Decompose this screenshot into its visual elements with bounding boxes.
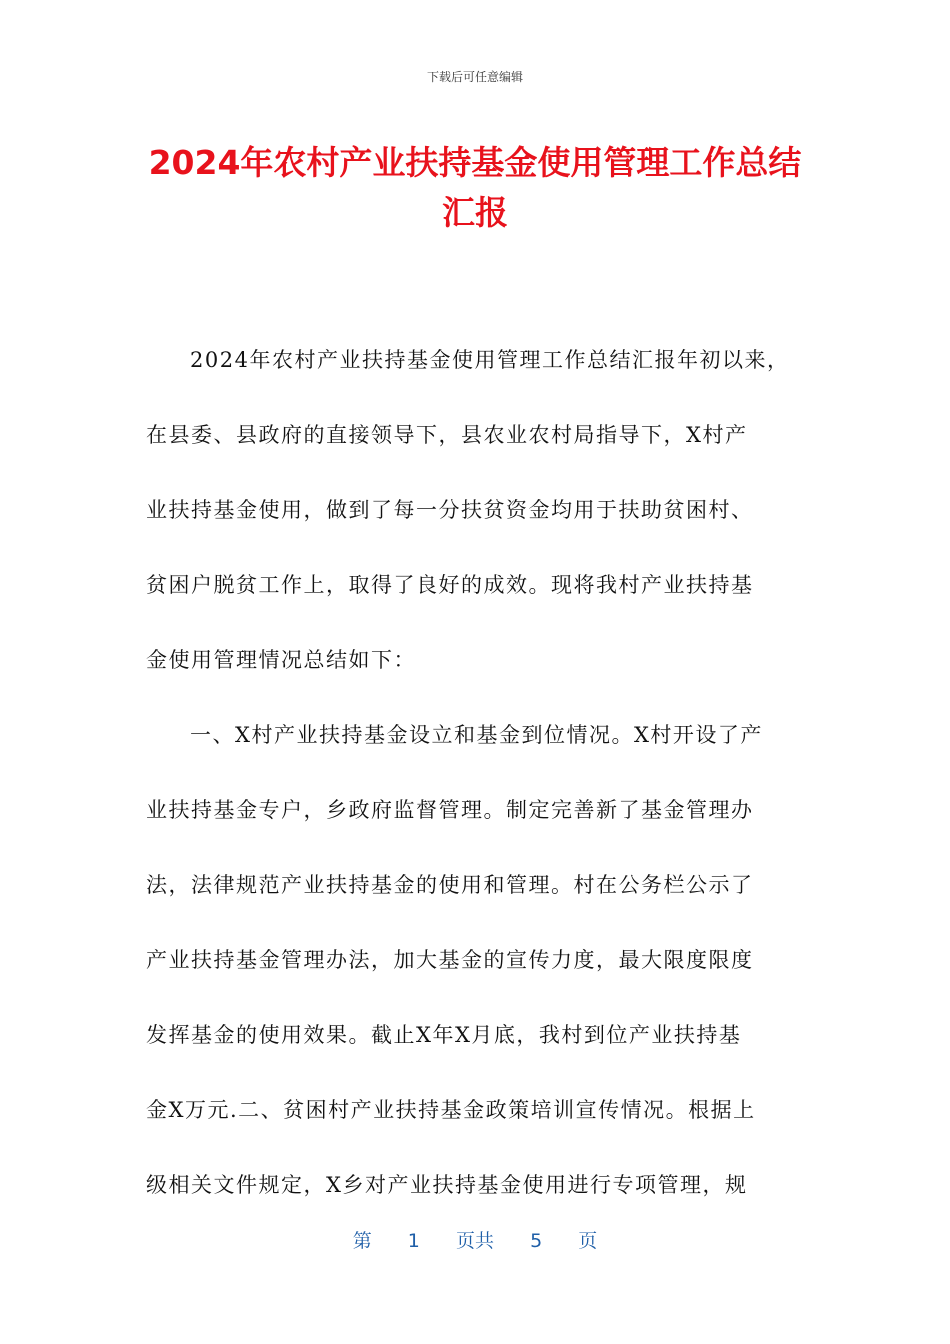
footer-suffix: 页 (578, 1230, 598, 1252)
footer-current-page: 1 (407, 1230, 420, 1252)
header-note: 下载后可任意编辑 (426, 70, 523, 84)
paragraph-line: 级相关文件规定，X乡对产业扶持基金使用进行专项管理，规 (146, 1173, 748, 1197)
paragraph-line: 贫困户脱贫工作上，取得了良好的成效。现将我村产业扶持基 (146, 573, 754, 597)
paragraph-line: 2024年农村产业扶持基金使用管理工作总结汇报年初以来， (190, 348, 790, 372)
paragraph-line: 一、X村产业扶持基金设立和基金到位情况。X村开设了产 (190, 723, 763, 747)
document-body (146, 323, 806, 1223)
footer-total-pages: 5 (530, 1230, 543, 1252)
paragraph-line: 发挥基金的使用效果。截止X年X月底，我村到位产业扶持基 (146, 1023, 742, 1047)
title-line-2: 汇报 (442, 193, 508, 232)
paragraph-line: 业扶持基金使用，做到了每一分扶贫资金均用于扶助贫困村、 (146, 498, 754, 522)
paragraph-line: 法，法律规范产业扶持基金的使用和管理。村在公务栏公示了 (146, 873, 754, 897)
title-line-1: 2024年农村产业扶持基金使用管理工作总结 (148, 143, 802, 182)
footer-prefix: 第 (352, 1230, 372, 1252)
paragraph-line: 金X万元.二、贫困村产业扶持基金政策培训宣传情况。根据上 (146, 1098, 756, 1122)
footer-middle: 页共 (455, 1230, 494, 1252)
document-title (140, 138, 810, 238)
page-footer (0, 1226, 950, 1253)
paragraph-line: 在县委、县政府的直接领导下，县农业农村局指导下，X村产 (146, 423, 748, 447)
paragraph-line: 金使用管理情况总结如下： (146, 648, 416, 672)
paragraph-line: 产业扶持基金管理办法，加大基金的宣传力度，最大限度限度 (146, 948, 754, 972)
paragraph-line: 业扶持基金专户，乡政府监督管理。制定完善新了基金管理办 (146, 798, 754, 822)
